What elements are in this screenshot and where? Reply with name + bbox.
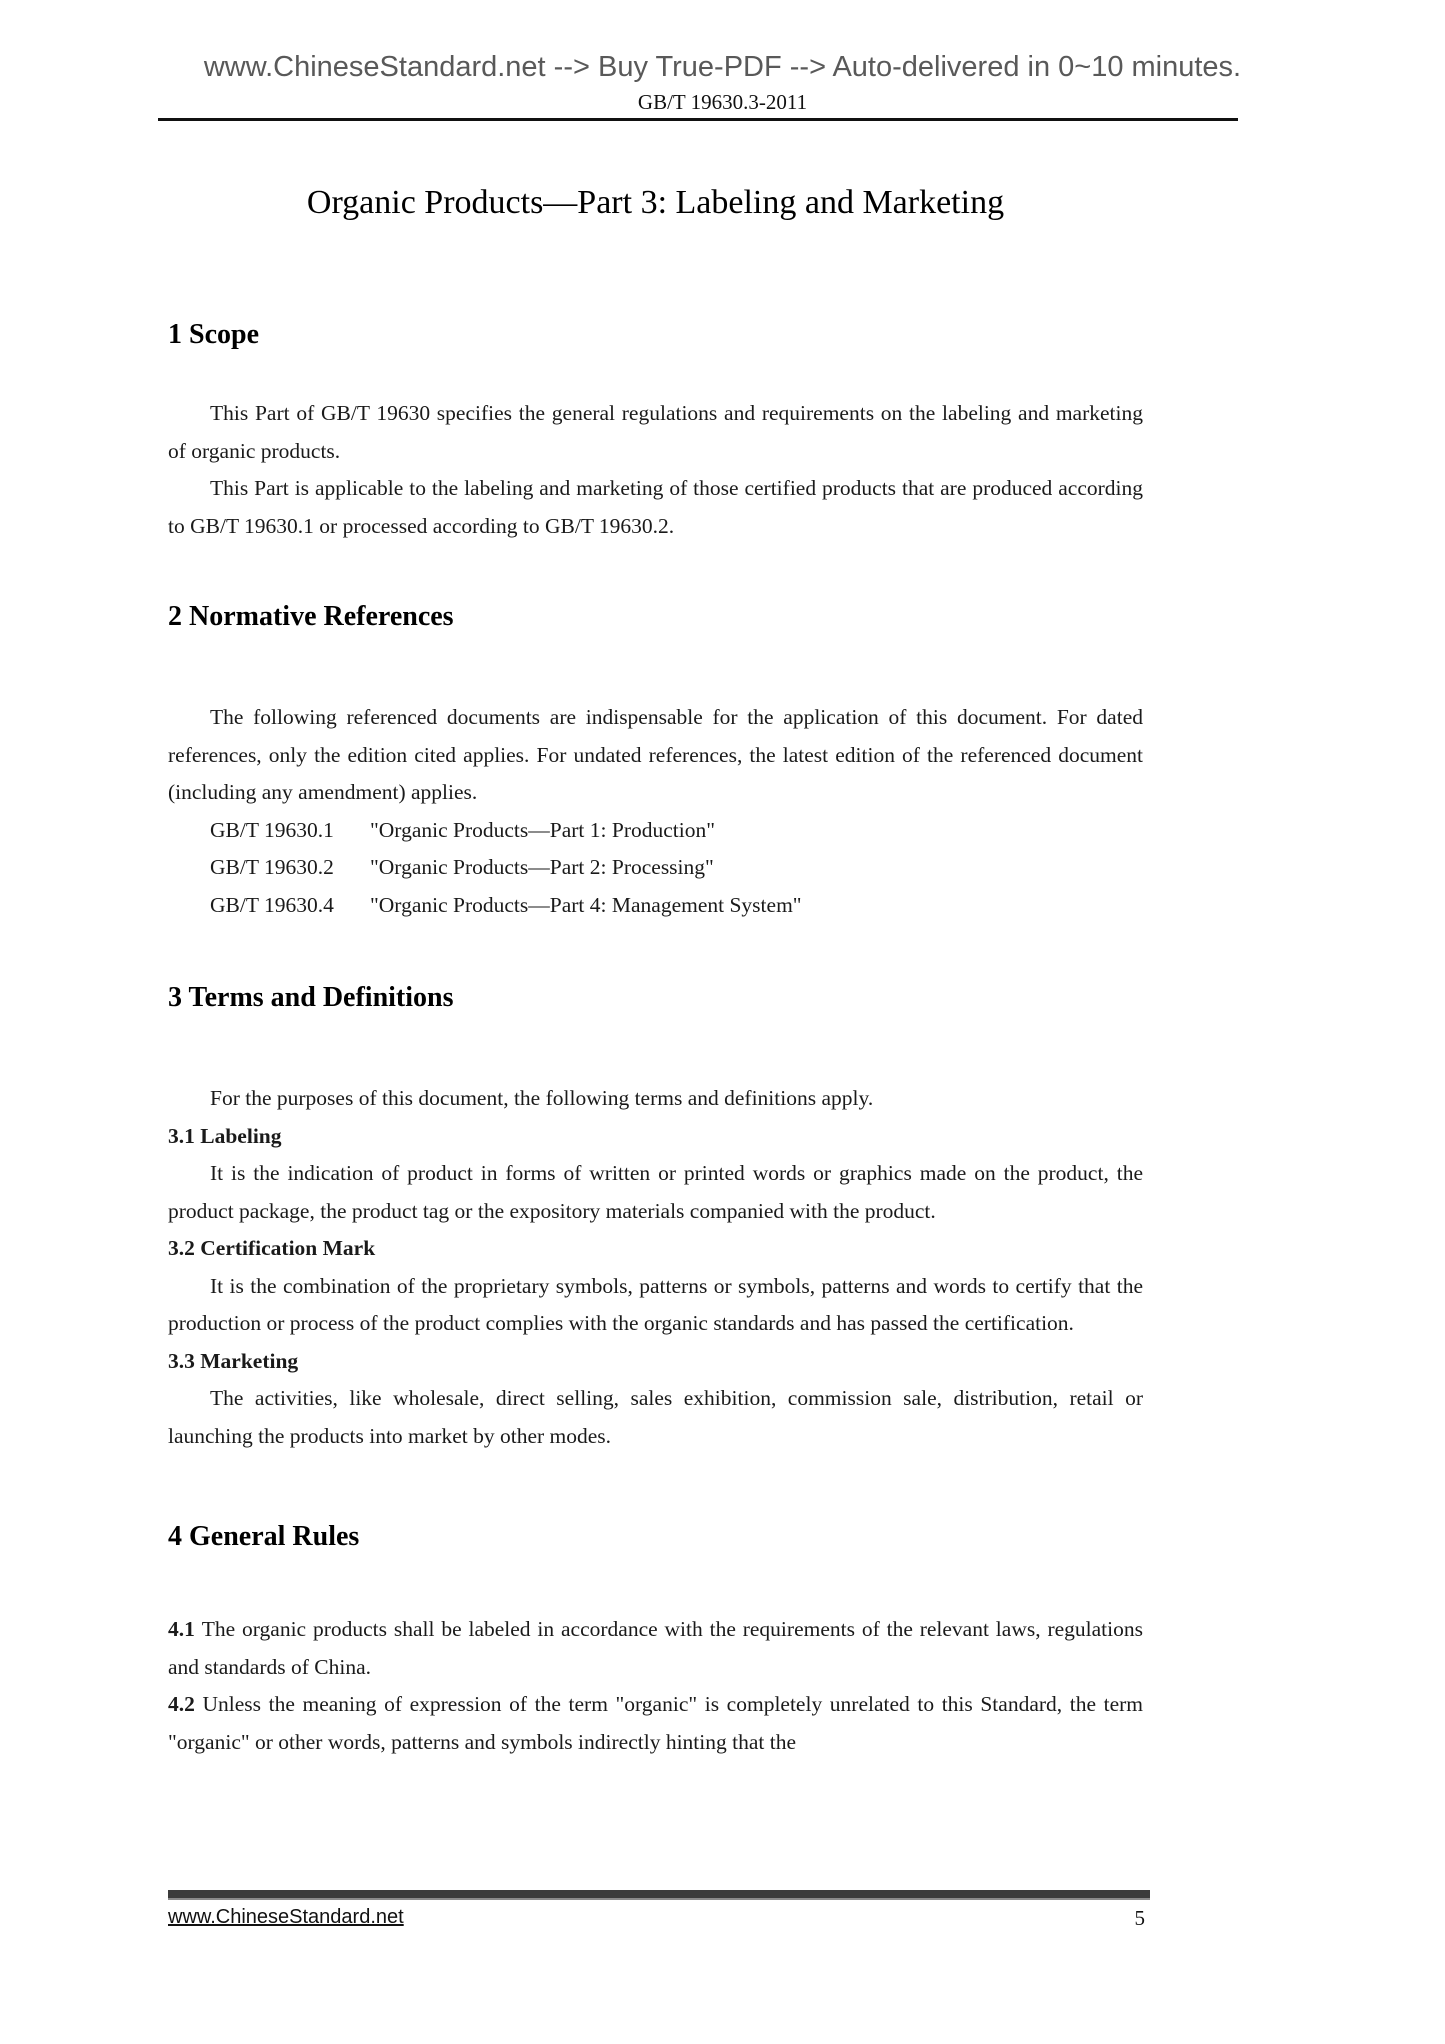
footer-site-link[interactable]: www.ChineseStandard.net xyxy=(168,1906,404,1928)
section-heading-terms-definitions: 3 Terms and Definitions xyxy=(168,982,454,1013)
document-title: Organic Products—Part 3: Labeling and Marketing xyxy=(306,184,1005,221)
terms-intro-paragraph: For the purposes of this document, the following terms and definitions apply. xyxy=(210,1086,874,1110)
general-rule-item xyxy=(168,1686,1143,1761)
doc-number: GB/T 19630.3-2011 xyxy=(637,90,808,114)
scope-paragraph: This Part is applicable to the labeling and marketing of those certified products that are produced according to GB/T 19630.1 or processed according to GB/T 19630.2. xyxy=(168,476,1143,538)
header-rule xyxy=(158,118,1238,121)
section-heading-scope: 1 Scope xyxy=(168,319,259,350)
term-definition: It is the combination of the proprietary symbols, patterns or symbols, patterns and words to certify that the production or process of the product complies with the organic standards and has passed the certification. xyxy=(168,1273,1143,1335)
term-definition: It is the indication of product in forms of written or printed words or graphics made on the product, the product package, the product tag or the expository materials companied with the product. xyxy=(168,1161,1143,1223)
reference-code: GB/T 19630.1 xyxy=(210,817,334,842)
general-rule-item xyxy=(168,1611,1143,1686)
term-label-labeling: 3.1 Labeling xyxy=(168,1123,282,1148)
term-label-marketing: 3.3 Marketing xyxy=(168,1348,299,1373)
clause-number: 4.2 xyxy=(168,1692,195,1716)
reference-title: "Organic Products—Part 4: Management System" xyxy=(370,892,802,917)
section-heading-general-rules: 4 General Rules xyxy=(168,1521,360,1552)
clause-text: The organic products shall be labeled in accordance with the requirements of the relevant laws, regulations and standards of China. xyxy=(168,1617,1143,1679)
footer-rule xyxy=(168,1890,1150,1900)
term-definition: The activities, like wholesale, direct selling, sales exhibition, commission sale, distribution, retail or launching the products into market by other modes. xyxy=(168,1386,1143,1448)
page-number: 5 xyxy=(1134,1906,1145,1930)
clause-number: 4.1 xyxy=(168,1617,195,1641)
normative-intro-paragraph: The following referenced documents are indispensable for the application of this document. For dated references, only the edition cited applies. For undated references, the latest edition of the referenced document (including any amendment) applies. xyxy=(168,705,1143,804)
reference-item xyxy=(168,812,1143,850)
term-label-certification-mark: 3.2 Certification Mark xyxy=(168,1236,376,1260)
reference-title: "Organic Products—Part 2: Processing" xyxy=(370,855,714,879)
section-heading-normative-references: 2 Normative References xyxy=(168,601,454,632)
banner-text: www.ChineseStandard.net --> Buy True-PDF --> Auto-delivered in 0~10 minutes. xyxy=(203,51,1242,83)
page-content xyxy=(168,179,1143,1761)
scope-paragraph: This Part of GB/T 19630 specifies the general regulations and requirements on the labeling and marketing of organic products. xyxy=(168,401,1143,463)
reference-item xyxy=(168,849,1143,887)
reference-code: GB/T 19630.4 xyxy=(210,892,334,917)
reference-title: "Organic Products—Part 1: Production" xyxy=(370,817,715,842)
reference-item xyxy=(168,887,1143,925)
reference-code: GB/T 19630.2 xyxy=(210,855,334,879)
clause-text: Unless the meaning of expression of the term "organic" is completely unrelated to this Standard, the term "organic" or other words, patterns and symbols indirectly hinting that the xyxy=(168,1692,1144,1754)
